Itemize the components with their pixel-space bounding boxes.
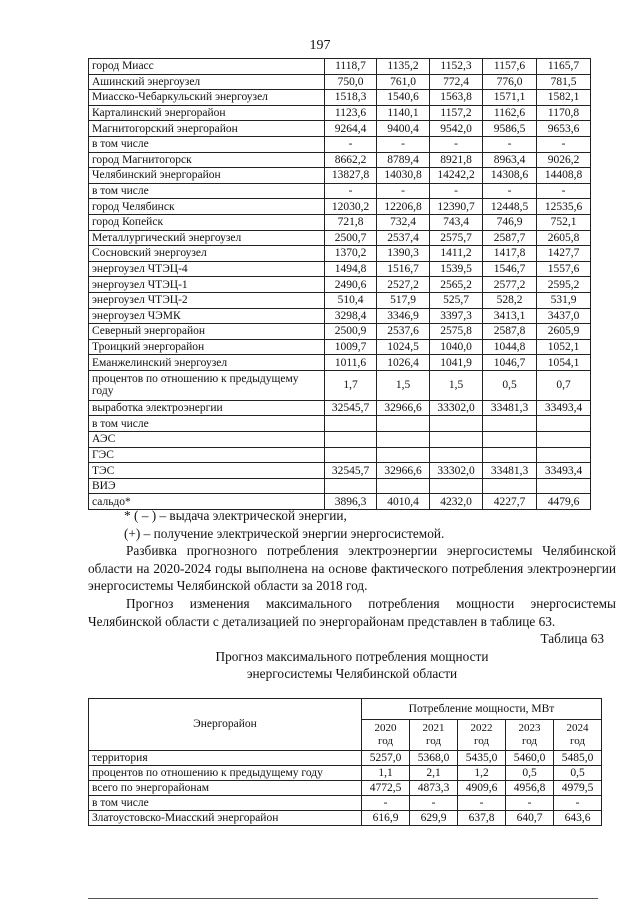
cell-value — [377, 478, 430, 494]
cell-value: 1118,7 — [325, 59, 377, 75]
year-number: 2024 — [566, 722, 589, 734]
cell-value: 3298,4 — [325, 308, 377, 324]
cell-value: 1165,7 — [537, 59, 591, 75]
cell-value: 1123,6 — [325, 105, 377, 121]
cell-value: 1539,5 — [430, 261, 483, 277]
row-label: Карталинский энергорайон — [89, 105, 325, 121]
cell-value: 8921,8 — [430, 152, 483, 168]
table-row — [89, 199, 591, 215]
cell-value: 528,2 — [483, 292, 537, 308]
footnote-minus: * ( – ) – выдача электрической энергии, — [124, 508, 347, 523]
row-label: город Магнитогорск — [89, 152, 325, 168]
row-label: Металлургический энергоузел — [89, 230, 325, 246]
cell-value: 2587,7 — [483, 230, 537, 246]
page-number: 197 — [309, 38, 331, 53]
cell-value: 32966,6 — [377, 463, 430, 479]
cell-value: 1557,6 — [537, 261, 591, 277]
cell-value: 14408,8 — [537, 168, 591, 184]
row-label: Челябинский энергорайон — [89, 168, 325, 184]
cell-value: 0,5 — [506, 766, 554, 781]
table-row — [89, 105, 591, 121]
cell-value: 3896,3 — [325, 494, 377, 510]
cell-value: 9400,4 — [377, 121, 430, 137]
cell-value: 743,4 — [430, 214, 483, 230]
cell-value: 2577,2 — [483, 277, 537, 293]
table-row — [89, 324, 591, 340]
row-label: АЭС — [89, 432, 325, 448]
cell-value: 4227,7 — [483, 494, 537, 510]
cell-value: 8789,4 — [377, 152, 430, 168]
table-row — [89, 766, 602, 781]
electricity-balance-table — [88, 58, 591, 510]
cell-value: 1582,1 — [537, 90, 591, 106]
cell-value: 3397,3 — [430, 308, 483, 324]
text-block — [88, 507, 616, 683]
cell-value: 1,7 — [325, 370, 377, 400]
cell-value: 14242,2 — [430, 168, 483, 184]
row-label: в том числе — [89, 183, 325, 199]
cell-value: 2575,8 — [430, 324, 483, 340]
row-label: энергоузел ЧТЭЦ-2 — [89, 292, 325, 308]
cell-value: 752,1 — [537, 214, 591, 230]
cell-value: 772,4 — [430, 74, 483, 90]
cell-value: 1140,1 — [377, 105, 430, 121]
row-label: энергоузел ЧТЭЦ-4 — [89, 261, 325, 277]
cell-value — [537, 416, 591, 432]
bottom-rule — [88, 898, 598, 899]
table-row — [89, 261, 591, 277]
table-row — [89, 90, 591, 106]
row-label: выработка электроэнергии — [89, 400, 325, 416]
header-year — [410, 720, 458, 751]
row-label: процентов по отношению к предыдущему году — [89, 766, 362, 781]
paragraph-power-forecast: Прогноз изменения максимального потребления мощности энергосистемы Челябинской области с детализацией по энергорайонам представлен в таблице 63. — [88, 595, 616, 629]
cell-value: 1046,7 — [483, 355, 537, 371]
cell-value: 32966,6 — [377, 400, 430, 416]
cell-value: 517,9 — [377, 292, 430, 308]
table-row — [89, 416, 591, 432]
cell-value: 721,8 — [325, 214, 377, 230]
year-suffix: год — [569, 735, 586, 747]
table-title-line2: энергосистемы Челябинской области — [246, 666, 458, 682]
cell-value — [430, 416, 483, 432]
cell-value: 1,5 — [430, 370, 483, 400]
cell-value: - — [430, 136, 483, 152]
cell-value: 1157,2 — [430, 105, 483, 121]
table-row — [89, 432, 591, 448]
cell-value: 2,1 — [410, 766, 458, 781]
table-label: Таблица 63 — [540, 631, 604, 647]
cell-value: 1417,8 — [483, 246, 537, 262]
row-label: энергоузел ЧЭМК — [89, 308, 325, 324]
cell-value: - — [410, 796, 458, 811]
row-label: город Челябинск — [89, 199, 325, 215]
cell-value: 640,7 — [506, 811, 554, 826]
cell-value: 4909,6 — [458, 781, 506, 796]
cell-value: 1135,2 — [377, 59, 430, 75]
cell-value: 33302,0 — [430, 463, 483, 479]
row-label: энергоузел ЧТЭЦ-1 — [89, 277, 325, 293]
row-label: в том числе — [89, 136, 325, 152]
cell-value: - — [430, 183, 483, 199]
table-row — [89, 781, 602, 796]
cell-value — [483, 416, 537, 432]
cell-value: 781,5 — [537, 74, 591, 90]
cell-value: 2490,6 — [325, 277, 377, 293]
table-row — [89, 811, 602, 826]
table-row — [89, 214, 591, 230]
cell-value: 2595,2 — [537, 277, 591, 293]
table-row — [89, 168, 591, 184]
cell-value: 1040,0 — [430, 339, 483, 355]
cell-value: 9264,4 — [325, 121, 377, 137]
table-row — [89, 751, 602, 766]
cell-value: 2500,9 — [325, 324, 377, 340]
cell-value: 5368,0 — [410, 751, 458, 766]
cell-value: 2537,4 — [377, 230, 430, 246]
cell-value: - — [537, 183, 591, 199]
cell-value: 776,0 — [483, 74, 537, 90]
table-row — [89, 152, 591, 168]
cell-value: 732,4 — [377, 214, 430, 230]
table-title-line1: Прогноз максимального потребления мощности — [215, 648, 489, 664]
cell-value: 1157,6 — [483, 59, 537, 75]
table-row — [89, 463, 591, 479]
row-label: Ашинский энергоузел — [89, 74, 325, 90]
cell-value: 12206,8 — [377, 199, 430, 215]
cell-value: 1540,6 — [377, 90, 430, 106]
cell-value — [537, 447, 591, 463]
cell-value — [537, 432, 591, 448]
table-row — [89, 121, 591, 137]
cell-value: 2605,9 — [537, 324, 591, 340]
cell-value: 531,9 — [537, 292, 591, 308]
cell-value: 750,0 — [325, 74, 377, 90]
cell-value: 9026,2 — [537, 152, 591, 168]
header-year — [506, 720, 554, 751]
row-label: Миасско-Чебаркульский энергоузел — [89, 90, 325, 106]
cell-value: 1024,5 — [377, 339, 430, 355]
cell-value: 1370,2 — [325, 246, 377, 262]
cell-value: 1044,8 — [483, 339, 537, 355]
cell-value — [377, 432, 430, 448]
cell-value: 5485,0 — [554, 751, 602, 766]
cell-value: 761,0 — [377, 74, 430, 90]
cell-value: 5435,0 — [458, 751, 506, 766]
cell-value: 32545,7 — [325, 400, 377, 416]
cell-value: 1041,9 — [430, 355, 483, 371]
cell-value — [377, 447, 430, 463]
table-row — [89, 246, 591, 262]
cell-value: - — [458, 796, 506, 811]
table-row — [89, 230, 591, 246]
cell-value: - — [325, 136, 377, 152]
row-label: процентов по отношению к предыдущему году — [89, 370, 325, 400]
cell-value: 1516,7 — [377, 261, 430, 277]
table-row — [89, 74, 591, 90]
year-suffix: год — [425, 735, 442, 747]
row-label: Магнитогорский энергорайон — [89, 121, 325, 137]
row-label: Сосновский энергоузел — [89, 246, 325, 262]
cell-value — [430, 478, 483, 494]
cell-value: 2500,7 — [325, 230, 377, 246]
cell-value: - — [362, 796, 410, 811]
cell-value: 2587,8 — [483, 324, 537, 340]
row-label: город Миасс — [89, 59, 325, 75]
cell-value: 12030,2 — [325, 199, 377, 215]
table-row — [89, 478, 591, 494]
cell-value: 4979,5 — [554, 781, 602, 796]
cell-value: 2537,6 — [377, 324, 430, 340]
year-number: 2020 — [374, 722, 397, 734]
cell-value: 4479,6 — [537, 494, 591, 510]
row-label: ГЭС — [89, 447, 325, 463]
cell-value: 33481,3 — [483, 463, 537, 479]
cell-value: 1411,2 — [430, 246, 483, 262]
cell-value: 1494,8 — [325, 261, 377, 277]
table-row — [89, 796, 602, 811]
cell-value: 14308,6 — [483, 168, 537, 184]
cell-value: 4956,8 — [506, 781, 554, 796]
row-label: сальдо* — [89, 494, 325, 510]
cell-value: 1011,6 — [325, 355, 377, 371]
year-suffix: год — [473, 735, 490, 747]
cell-value: 8662,2 — [325, 152, 377, 168]
table-row — [89, 183, 591, 199]
row-label: ВИЭ — [89, 478, 325, 494]
cell-value: 746,9 — [483, 214, 537, 230]
cell-value — [537, 478, 591, 494]
cell-value: 3413,1 — [483, 308, 537, 324]
cell-value — [325, 447, 377, 463]
row-label: в том числе — [89, 796, 362, 811]
year-suffix: год — [521, 735, 538, 747]
year-number: 2021 — [422, 722, 445, 734]
cell-value: 4232,0 — [430, 494, 483, 510]
row-label: в том числе — [89, 416, 325, 432]
cell-value: 1054,1 — [537, 355, 591, 371]
cell-value: 1009,7 — [325, 339, 377, 355]
row-label: ТЭС — [89, 463, 325, 479]
cell-value: 33302,0 — [430, 400, 483, 416]
cell-value: 1170,8 — [537, 105, 591, 121]
cell-value: 637,8 — [458, 811, 506, 826]
cell-value — [377, 416, 430, 432]
cell-value: - — [483, 136, 537, 152]
year-suffix: год — [377, 735, 394, 747]
cell-value: 13827,8 — [325, 168, 377, 184]
cell-value: 629,9 — [410, 811, 458, 826]
cell-value: 9586,5 — [483, 121, 537, 137]
cell-value — [325, 416, 377, 432]
row-label: всего по энергорайонам — [89, 781, 362, 796]
cell-value — [325, 478, 377, 494]
row-label: Златоустовско-Миасский энергорайон — [89, 811, 362, 826]
table-row — [89, 339, 591, 355]
cell-value — [483, 447, 537, 463]
year-number: 2023 — [518, 722, 541, 734]
table-row — [89, 308, 591, 324]
cell-value: 1,5 — [377, 370, 430, 400]
cell-value: 2605,8 — [537, 230, 591, 246]
cell-value: - — [377, 183, 430, 199]
header-region: Энергорайон — [89, 699, 362, 751]
cell-value: - — [506, 796, 554, 811]
cell-value: 1,1 — [362, 766, 410, 781]
cell-value: 1563,8 — [430, 90, 483, 106]
cell-value: 32545,7 — [325, 463, 377, 479]
cell-value: 1546,7 — [483, 261, 537, 277]
cell-value: 4772,5 — [362, 781, 410, 796]
cell-value: 1052,1 — [537, 339, 591, 355]
table-row — [89, 136, 591, 152]
cell-value: 510,4 — [325, 292, 377, 308]
cell-value: 33493,4 — [537, 400, 591, 416]
cell-value: 1,2 — [458, 766, 506, 781]
cell-value: 4873,3 — [410, 781, 458, 796]
cell-value: 1026,4 — [377, 355, 430, 371]
cell-value: 2565,2 — [430, 277, 483, 293]
cell-value: 643,6 — [554, 811, 602, 826]
cell-value: 525,7 — [430, 292, 483, 308]
max-power-forecast-table — [88, 698, 602, 826]
cell-value — [430, 432, 483, 448]
header-year — [362, 720, 410, 751]
header-year — [554, 720, 602, 751]
table-row — [89, 355, 591, 371]
footnote-plus: (+) – получение электрической энергии энергосистемой. — [124, 525, 445, 541]
cell-value: 12448,5 — [483, 199, 537, 215]
year-number: 2022 — [470, 722, 493, 734]
cell-value — [483, 478, 537, 494]
cell-value: 9542,0 — [430, 121, 483, 137]
cell-value: - — [483, 183, 537, 199]
cell-value: 0,7 — [537, 370, 591, 400]
header-year — [458, 720, 506, 751]
cell-value: 12390,7 — [430, 199, 483, 215]
cell-value: 5460,0 — [506, 751, 554, 766]
row-label: Северный энергорайон — [89, 324, 325, 340]
cell-value — [430, 447, 483, 463]
cell-value: 33481,3 — [483, 400, 537, 416]
table-row — [89, 370, 591, 400]
cell-value: 3346,9 — [377, 308, 430, 324]
cell-value: 5257,0 — [362, 751, 410, 766]
cell-value: 8963,4 — [483, 152, 537, 168]
cell-value: 2527,2 — [377, 277, 430, 293]
cell-value: 14030,8 — [377, 168, 430, 184]
paragraph-consumption-breakdown: Разбивка прогнозного потребления электроэнергии энергосистемы Челябинской области на 2020-2024 годы выполнена на основе фактического потребления электроэнергии энергосистемы Челябинской области за 2018 год. — [88, 543, 616, 594]
cell-value: 1152,3 — [430, 59, 483, 75]
cell-value: 33493,4 — [537, 463, 591, 479]
cell-value: - — [377, 136, 430, 152]
table-row — [89, 292, 591, 308]
cell-value: 1571,1 — [483, 90, 537, 106]
header-power-consumption: Потребление мощности, МВт — [362, 699, 602, 720]
cell-value: 12535,6 — [537, 199, 591, 215]
row-label: город Копейск — [89, 214, 325, 230]
cell-value: 616,9 — [362, 811, 410, 826]
cell-value: 2575,7 — [430, 230, 483, 246]
row-label: Троицкий энергорайон — [89, 339, 325, 355]
cell-value: 0,5 — [483, 370, 537, 400]
cell-value: 1162,6 — [483, 105, 537, 121]
cell-value: 9653,6 — [537, 121, 591, 137]
cell-value: 0,5 — [554, 766, 602, 781]
cell-value: - — [537, 136, 591, 152]
row-label: территория — [89, 751, 362, 766]
cell-value: - — [554, 796, 602, 811]
cell-value: 1390,3 — [377, 246, 430, 262]
table-row — [89, 277, 591, 293]
row-label: Еманжелинский энергоузел — [89, 355, 325, 371]
cell-value — [483, 432, 537, 448]
cell-value: 1427,7 — [537, 246, 591, 262]
cell-value: 1518,3 — [325, 90, 377, 106]
cell-value — [325, 432, 377, 448]
cell-value: 3437,0 — [537, 308, 591, 324]
table-row — [89, 59, 591, 75]
table-row — [89, 400, 591, 416]
cell-value: - — [325, 183, 377, 199]
cell-value: 4010,4 — [377, 494, 430, 510]
table-row — [89, 447, 591, 463]
